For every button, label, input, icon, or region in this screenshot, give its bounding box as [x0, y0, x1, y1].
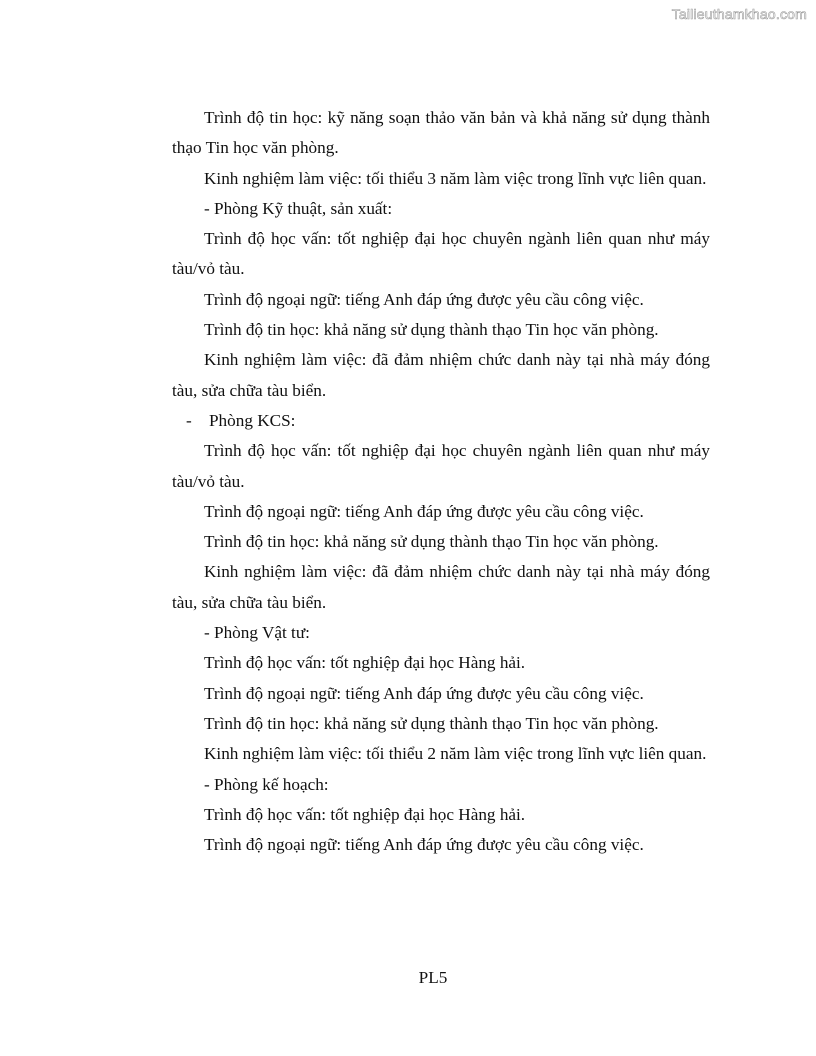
- paragraph: Trình độ ngoại ngữ: tiếng Anh đáp ứng được yêu cầu công việc.: [204, 835, 644, 855]
- paragraph: Trình độ tin học: khả năng sử dụng thành thạo Tin học văn phòng.: [204, 532, 659, 552]
- paragraph: Trình độ học vấn: tốt nghiệp đại học Hàng hải.: [204, 804, 526, 824]
- paragraph: Kinh nghiệm làm việc: đã đảm nhiệm chức danh này tại nhà máy đóng tàu, sửa chữa tàu biển.: [172, 562, 710, 612]
- document-body: [172, 103, 710, 860]
- paragraph: Trình độ ngoại ngữ: tiếng Anh đáp ứng được yêu cầu công việc.: [204, 289, 644, 309]
- list-dash-marker: -: [186, 410, 192, 430]
- paragraph: Kinh nghiệm làm việc: đã đảm nhiệm chức danh này tại nhà máy đóng tàu, sửa chữa tàu biển.: [172, 350, 710, 400]
- paragraph: Kinh nghiệm làm việc: tối thiểu 3 năm làm việc trong lĩnh vực liên quan.: [204, 168, 707, 188]
- paragraph: Trình độ tin học: khả năng sử dụng thành thạo Tin học văn phòng.: [204, 713, 659, 733]
- section-heading-label: Phòng KCS:: [209, 410, 296, 430]
- paragraph: Trình độ học vấn: tốt nghiệp đại học Hàng hải.: [204, 653, 526, 673]
- section-heading: - Phòng kế hoạch:: [204, 774, 329, 794]
- section-heading: - Phòng Kỹ thuật, sản xuất:: [204, 198, 393, 218]
- section-heading: - Phòng Vật tư:: [204, 623, 310, 643]
- section-heading-kcs: [172, 406, 710, 436]
- paragraph: Trình độ tin học: kỹ năng soạn thảo văn bản và khả năng sử dụng thành thạo Tin học văn phòng.: [172, 108, 710, 158]
- watermark-text: Tailieuthamkhao.com: [671, 6, 807, 22]
- paragraph: Trình độ học vấn: tốt nghiệp đại học chuyên ngành liên quan như máy tàu/vỏ tàu.: [172, 441, 710, 491]
- paragraph: Trình độ tin học: khả năng sử dụng thành thạo Tin học văn phòng.: [204, 320, 659, 340]
- paragraph: Kinh nghiệm làm việc: tối thiểu 2 năm làm việc trong lĩnh vực liên quan.: [204, 744, 707, 764]
- page-number: PL5: [418, 968, 448, 987]
- paragraph: Trình độ ngoại ngữ: tiếng Anh đáp ứng được yêu cầu công việc.: [204, 501, 644, 521]
- paragraph: Trình độ học vấn: tốt nghiệp đại học chuyên ngành liên quan như máy tàu/vỏ tàu.: [172, 229, 710, 279]
- paragraph: Trình độ ngoại ngữ: tiếng Anh đáp ứng được yêu cầu công việc.: [204, 683, 644, 703]
